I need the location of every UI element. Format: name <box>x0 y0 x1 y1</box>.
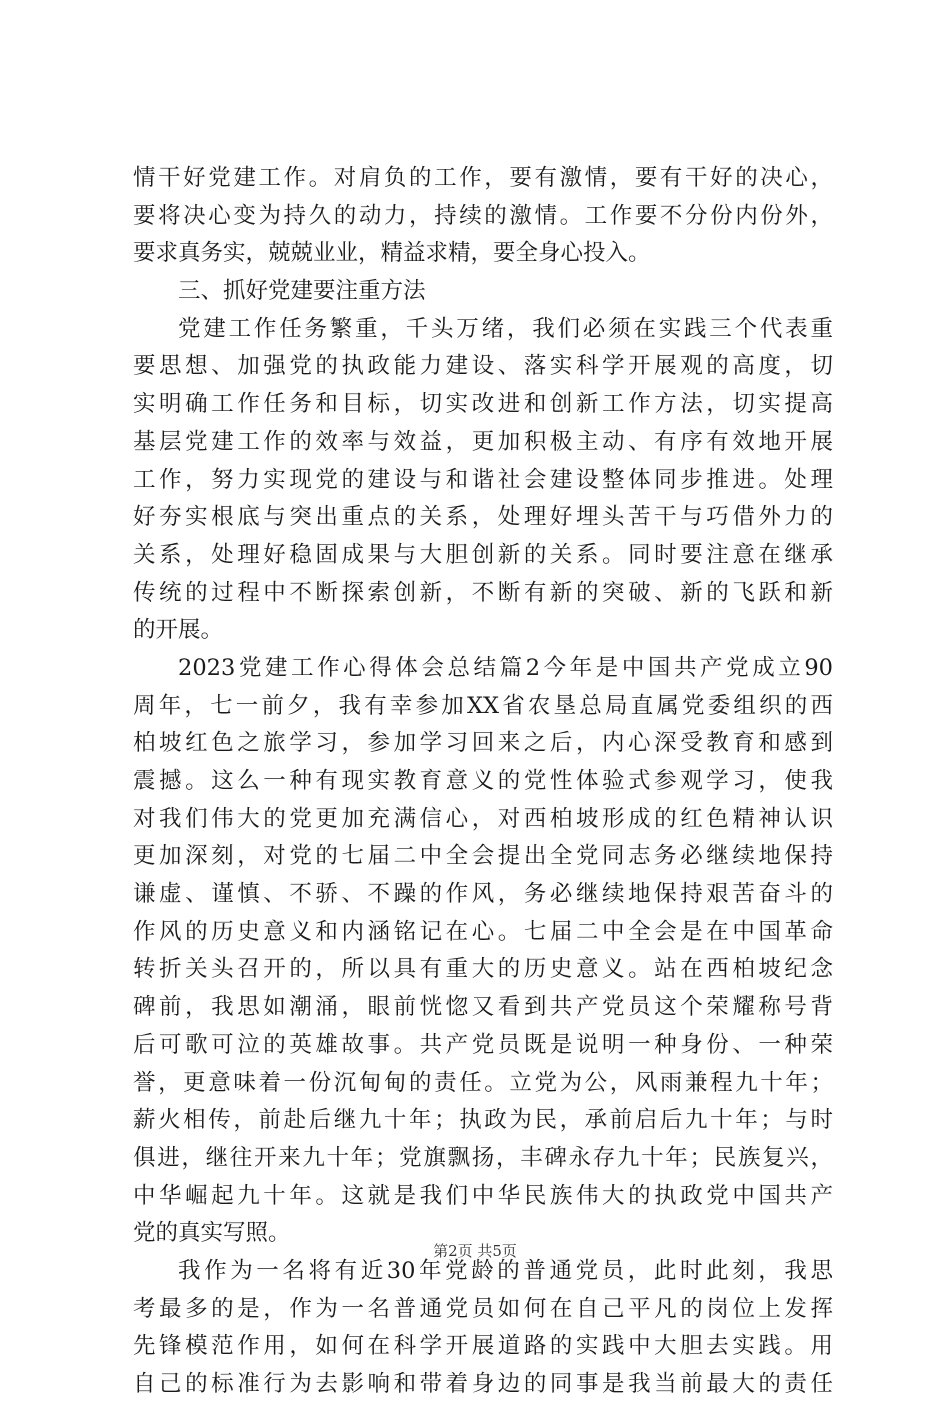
text-line: 中华崛起九十年。这就是我们中华民族伟大的执政党中国共产 <box>133 1182 833 1209</box>
text-line: 作风的历史意义和内涵铭记在心。七届二中全会是在中国革命 <box>133 918 833 945</box>
text-line: 碑前，我思如潮涌，眼前恍惚又看到共产党员这个荣耀称号背 <box>133 994 833 1021</box>
text-line: 我作为一名将有近30年党龄的普通党员，此时此刻，我思 <box>178 1257 833 1284</box>
text-line: 更加深刻，对党的七届二中全会提出全党同志务必继续地保持 <box>133 843 833 870</box>
text-line: 2023党建工作心得体会总结篇2今年是中国共产党成立90 <box>178 654 833 681</box>
text-line: 震撼。这么一种有现实教育意义的党性体验式参观学习，使我 <box>133 768 833 794</box>
text-line: 关系，处理好稳固成果与大胆创新的关系。同时要注意在继承 <box>133 541 833 568</box>
text-line: 周年，七一前夕，我有幸参加XX省农垦总局直属党委组织的西 <box>133 692 833 719</box>
text-line: 的开展。 <box>133 617 224 644</box>
text-line: 好夯实根底与突出重点的关系，处理好埋头苦干与巧借外力的 <box>133 504 833 531</box>
text-line: 薪火相传，前赴后继九十年；执政为民，承前启后九十年；与时 <box>133 1107 833 1134</box>
text-line: 党的真实写照。 <box>133 1220 291 1247</box>
text-line: 党建工作任务繁重，千头万绪，我们必须在实践三个代表重 <box>178 315 833 342</box>
text-line: 先锋模范作用，如何在科学开展道路的实践中大胆去实践。用 <box>133 1333 833 1360</box>
text-line: 要求真务实，兢兢业业，精益求精，要全身心投入。 <box>133 240 651 267</box>
page-number-label: 第2页 共5页 <box>433 1242 517 1260</box>
text-line: 自己的标准行为去影响和带着身边的同事是我当前最大的责任 <box>133 1371 833 1397</box>
page-footer <box>0 1240 950 1261</box>
text-line: 谦虚、谨慎、不骄、不躁的作风，务必继续地保持艰苦奋斗的 <box>133 881 833 908</box>
section-heading: 三、抓好党建要注重方法 <box>178 278 426 305</box>
text-line: 传统的过程中不断探索创新，不断有新的突破、新的飞跃和新 <box>133 579 833 606</box>
text-line: 要将决心变为持久的动力，持续的激情。工作要不分份内份外， <box>133 202 833 229</box>
text-line: 誉，更意味着一份沉甸甸的责任。立党为公，风雨兼程九十年； <box>133 1069 833 1096</box>
text-line: 柏坡红色之旅学习，参加学习回来之后，内心深受教育和感到 <box>133 730 833 757</box>
text-line: 对我们伟大的党更加充满信心，对西柏坡形成的红色精神认识 <box>133 805 833 832</box>
text-line: 情干好党建工作。对肩负的工作，要有激情，要有干好的决心， <box>133 165 833 191</box>
text-line: 实明确工作任务和目标，切实改进和创新工作方法，切实提高 <box>133 391 833 418</box>
text-line: 要思想、加强党的执政能力建设、落实科学开展观的高度，切 <box>133 353 833 380</box>
text-line: 后可歌可泣的英雄故事。共产党员既是说明一种身份、一种荣 <box>133 1031 833 1058</box>
document-body <box>133 160 833 1404</box>
text-line: 工作，努力实现党的建设与和谐社会建设整体同步推进。处理 <box>133 466 833 493</box>
text-line: 基层党建工作的效率与效益，更加积极主动、有序有效地开展 <box>133 428 833 455</box>
text-line: 转折关头召开的，所以具有重大的历史意义。站在西柏坡纪念 <box>133 956 833 983</box>
text-line: 考最多的是，作为一名普通党员如何在自己平凡的岗位上发挥 <box>133 1295 833 1322</box>
text-line: 俱进，继往开来九十年；党旗飘扬，丰碑永存九十年；民族复兴， <box>133 1144 833 1171</box>
